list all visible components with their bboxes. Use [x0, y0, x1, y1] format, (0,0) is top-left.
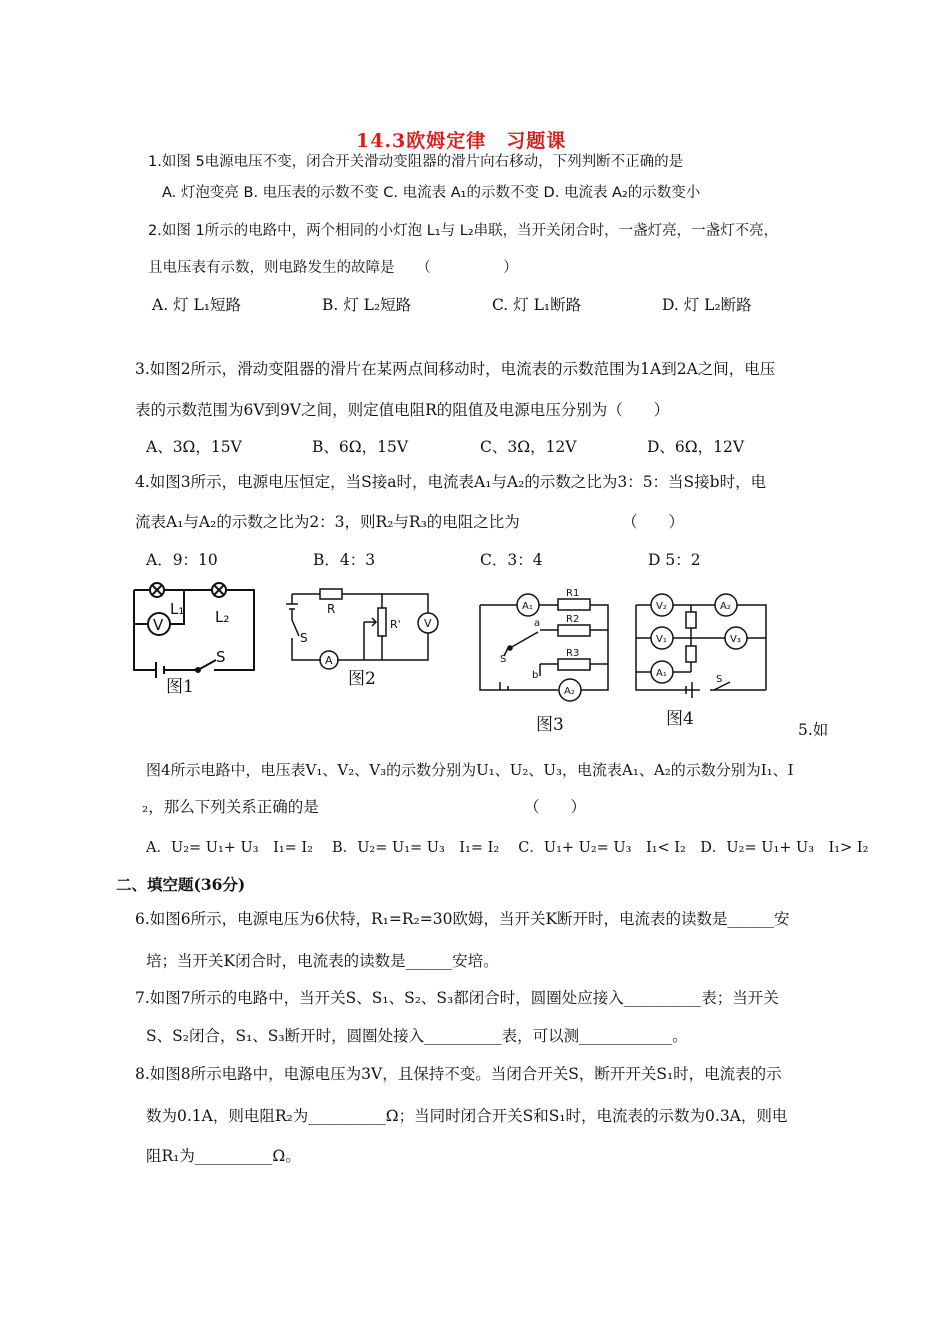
fig3-label-a: a [534, 618, 541, 629]
q1-stem: 1.如图 5电源电压不变，闭合开关滑动变阻器的滑片向右移动，下列判断不正确的是 [148, 154, 684, 170]
q3-stem-line1: 3.如图2所示，滑动变阻器的滑片在某两点间移动时，电流表的示数范围为1A到2A之间，电压 [135, 360, 776, 378]
q4-option-d: D 5：2 [648, 551, 701, 569]
fig3-caption: 图3 [536, 715, 564, 735]
fig1-label-l1: L₁ [170, 600, 185, 618]
q8-line2: 数为0.1A，则电阻R₂为__________Ω；当同时闭合开关S和S₁时，电流表的示数为0.3A，则电 [146, 1107, 788, 1125]
q8-line3: 阻R₁为__________Ω。 [146, 1147, 301, 1165]
fig4-caption: 图4 [666, 709, 694, 729]
fig1-label-s: S [216, 648, 226, 666]
fig3-label-a1: A₁ [522, 601, 533, 612]
q5-stem-line1: 图4所示电路中，电压表V₁、V₂、V₃的示数分别为U₁、U₂、U₃，电流表A₁、A₂的示数分别为I₁、I [146, 761, 794, 779]
q6-line2: 培；当开关K闭合时，电流表的读数是______安培。 [146, 952, 499, 970]
fig2-label-v: V [424, 617, 432, 630]
q5-stem-line2: ₂，那么下列关系正确的是 [142, 798, 319, 816]
q5-options: A．U₂= U₁+ U₃ I₁= I₂ B．U₂= U₁= U₃ I₁= I₂ C．U₁+ U₂= U₃ I₁< I₂ D．U₂= U₁+ U₃ I₁> I₂ [146, 840, 869, 856]
section-fill-in-heading: 二、填空题(36分) [116, 875, 246, 894]
q2-option-c: C. 灯 L₁断路 [492, 296, 582, 314]
q4-option-a: A．9：10 [146, 551, 218, 569]
fig3-label-s: S [500, 654, 507, 665]
fig2-label-r: R [327, 602, 336, 616]
fig1-label-l2: L₂ [215, 608, 230, 626]
fig3-label-r1: R1 [566, 588, 580, 599]
fig2-label-s: S [300, 631, 308, 645]
page-title: 14.3欧姆定律 习题课 [356, 130, 567, 152]
fig2-caption: 图2 [348, 669, 376, 689]
q4-stem-line2: 流表A₁与A₂的示数之比为2：3，则R₂与R₃的电阻之比为 [135, 513, 520, 531]
fig3-label-a2: A₂ [564, 686, 575, 697]
q2-stem-line1: 2.如图 1所示的电路中，两个相同的小灯泡 L₁与 L₂串联，当开关闭合时，一盏灯亮，一盏灯不亮， [148, 223, 779, 239]
q3-option-c: C、3Ω，12V [480, 438, 577, 456]
q3-stem-line2: 表的示数范围为6V到9V之间，则定值电阻R的阻值及电源电压分别为（ ） [135, 401, 670, 419]
q5-answer-paren: （ ） [524, 798, 587, 816]
q4-option-c: C．3：4 [480, 551, 543, 569]
fig4-label-a1: A₁ [656, 668, 667, 679]
q8-line1: 8.如图8所示电路中，电源电压为3V，且保持不变。当闭合开关S，断开开关S₁时，电流表的示 [135, 1065, 782, 1083]
figure-3-circuit [470, 586, 620, 740]
fig4-label-v1: V₁ [656, 634, 667, 645]
fig3-label-r3: R3 [566, 648, 580, 659]
figure-4-circuit [630, 586, 780, 740]
fig4-label-v2: V₂ [656, 601, 667, 612]
q3-option-b: B、6Ω，15V [312, 438, 409, 456]
fig3-label-r2: R2 [566, 614, 580, 625]
q7-line2: S、S₂闭合，S₁、S₃断开时，圆圈处接入__________表，可以测____________。 [146, 1027, 688, 1045]
q2-option-d: D. 灯 L₂断路 [662, 296, 752, 314]
q1-options: A. 灯泡变亮 B. 电压表的示数不变 C. 电流表 A₁的示数不变 D. 电流表 A₂的示数变小 [162, 185, 701, 201]
q3-option-d: D、6Ω，12V [647, 438, 745, 456]
q4-stem-line1: 4.如图3所示，电源电压恒定，当S接a时，电流表A₁与A₂的示数之比为3：5：当S接b时，电 [135, 473, 767, 491]
figure-2-circuit [282, 580, 442, 694]
q6-line1: 6.如图6所示，电源电压为6伏特，R₁=R₂=30欧姆，当开关K断开时，电流表的读数是______安 [135, 910, 790, 928]
figure-1-circuit [120, 578, 270, 702]
q4-option-b: B．4：3 [313, 551, 376, 569]
fig4-label-v3: V₃ [730, 634, 741, 645]
q3-option-a: A、3Ω，15V [146, 438, 242, 456]
q2-option-a: A. 灯 L₁短路 [152, 296, 241, 314]
q5-lead: 5.如 [798, 721, 829, 739]
fig4-label-s: S [716, 674, 723, 685]
fig2-label-a: A [325, 654, 333, 667]
fig1-label-v: V [153, 616, 164, 634]
fig3-label-b: b [532, 670, 539, 681]
q4-answer-paren: （ ） [622, 513, 685, 531]
fig2-label-rprime: R' [390, 618, 401, 631]
q7-line1: 7.如图7所示的电路中，当开关S、S₁、S₂、S₃都闭合时，圆圈处应接入__________表；当开关 [135, 989, 779, 1007]
fig4-label-a2: A₂ [720, 601, 731, 612]
q2-stem-line2: 且电压表有示数，则电路发生的故障是 （ ） [148, 260, 518, 276]
q2-option-b: B. 灯 L₂短路 [322, 296, 412, 314]
fig1-caption: 图1 [166, 677, 194, 697]
